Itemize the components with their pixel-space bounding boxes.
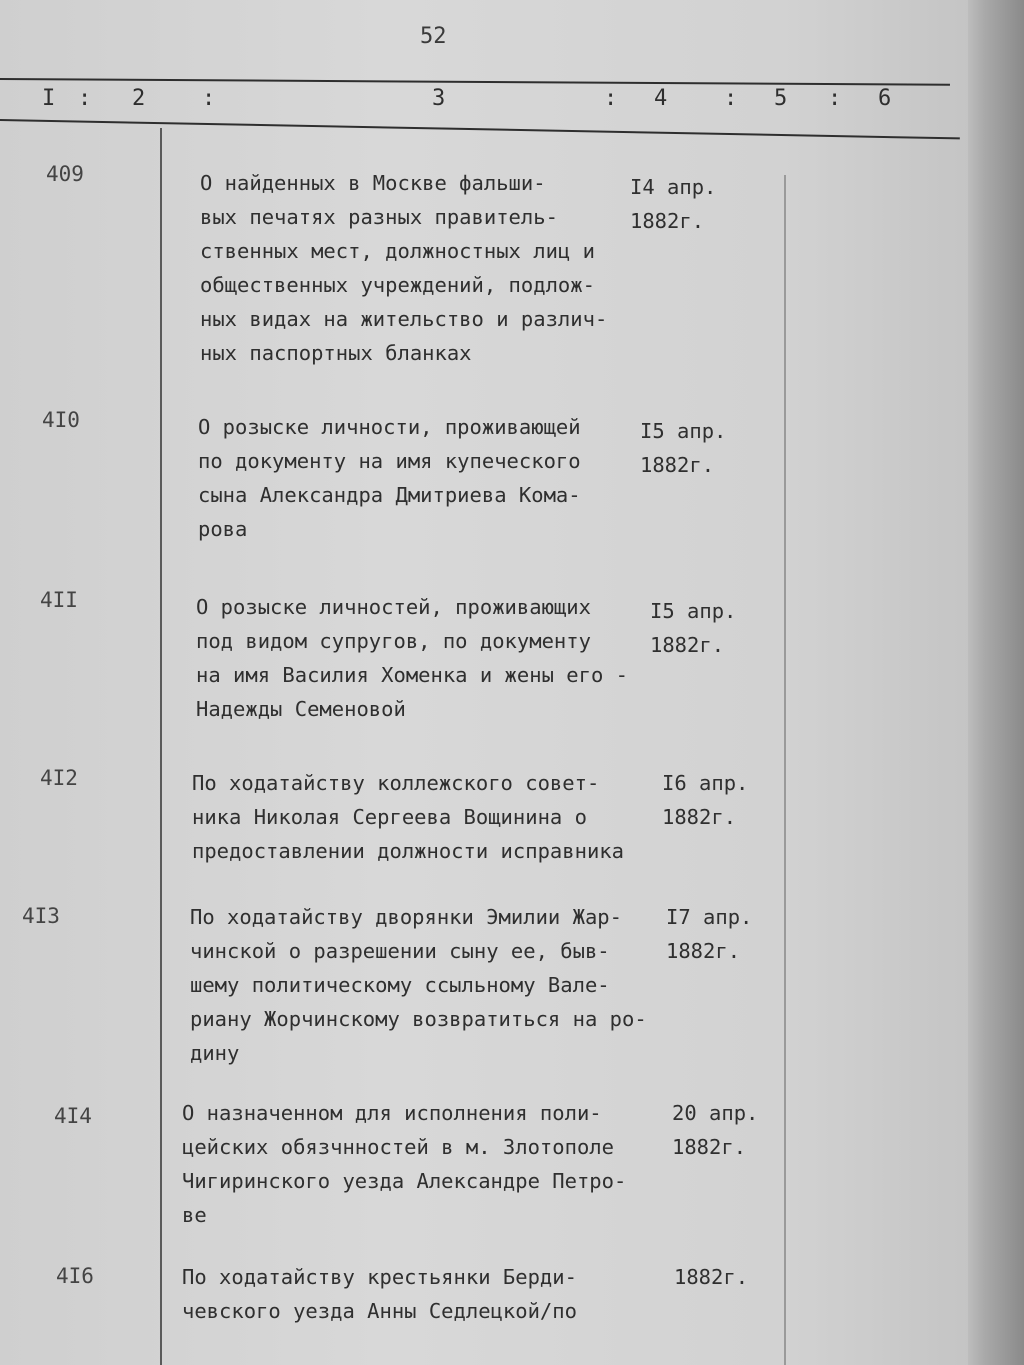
entry-line: на имя Василия Хоменка и жены его -: [196, 663, 628, 687]
entry-line: ственных мест, должностных лиц и: [200, 239, 595, 263]
entry-line: О найденных в Москве фальши-: [200, 171, 546, 195]
entry-line: вых печатях разных правитель-: [200, 205, 558, 229]
entry-date: [674, 1260, 748, 1294]
entry-date-day: I6 апр.: [662, 771, 749, 795]
entry-date-year: 1882г.: [672, 1135, 747, 1159]
column-header-5: 5: [774, 86, 788, 111]
entry-date-day: I4 апр.: [630, 175, 717, 199]
entry-line: ных видах на жительство и различ-: [200, 307, 608, 331]
entry-description: [182, 1096, 626, 1232]
entry-number: 4I3: [22, 904, 60, 928]
page-edge-shadow: [968, 0, 1024, 1365]
entry-number: 4II: [40, 588, 78, 612]
entry-line: предоставлении должности исправника: [192, 839, 624, 863]
entry-line: О назначенном для исполнения поли-: [182, 1101, 602, 1125]
entry-date-year: 1882г.: [674, 1265, 749, 1289]
column-divider-left: [160, 128, 162, 1365]
page-number: 52: [420, 24, 447, 49]
entry-line: чевского уезда Анны Седлецкой/по: [182, 1299, 577, 1323]
header-top-rule: [0, 78, 950, 86]
entry-date: [666, 900, 752, 968]
entry-date: [662, 766, 748, 834]
entry-date-year: 1882г.: [630, 209, 705, 233]
entry-date-year: 1882г.: [640, 453, 715, 477]
entry-description: [196, 590, 628, 726]
column-header-4: 4: [654, 86, 668, 111]
entry-line: шему политическому ссыльному Вале-: [190, 973, 610, 997]
entry-date-year: 1882г.: [662, 805, 737, 829]
entry-line: ве: [182, 1203, 207, 1227]
entry-line: цейских обязчнностей в м. Злотополе: [182, 1135, 614, 1159]
entry-date-year: 1882г.: [650, 633, 725, 657]
column-separator: :: [78, 86, 92, 111]
entry-line: риану Жорчинскому возвратиться на ро-: [190, 1007, 647, 1031]
entry-number: 4I6: [56, 1264, 94, 1288]
entry-date-year: 1882г.: [666, 939, 741, 963]
entry-line: По ходатайству крестьянки Берди-: [182, 1265, 577, 1289]
entry-date-day: I5 апр.: [650, 599, 737, 623]
entry-number: 4I2: [40, 766, 78, 790]
entry-line: ника Николая Сергеева Вощинина о: [192, 805, 587, 829]
entry-line: рова: [198, 517, 248, 541]
column-separator: :: [828, 86, 842, 111]
header-bottom-rule: [0, 119, 960, 139]
entry-line: дину: [190, 1041, 240, 1065]
entry-line: ных паспортных бланках: [200, 341, 472, 365]
entry-description: [192, 766, 624, 868]
column-separator: :: [604, 86, 618, 111]
entry-line: сына Александра Дмитриева Кома-: [198, 483, 581, 507]
entry-line: общественных учреждений, подлож-: [200, 273, 595, 297]
column-header-2: 2: [132, 86, 146, 111]
column-separator: :: [724, 86, 738, 111]
column-divider-right: [784, 175, 786, 1365]
entry-number: 4I0: [42, 408, 80, 432]
entry-line: По ходатайству дворянки Эмилии Жар-: [190, 905, 622, 929]
entry-line: По ходатайству коллежского совет-: [192, 771, 600, 795]
entry-line: Надежды Семеновой: [196, 697, 406, 721]
entry-number: 4I4: [54, 1104, 92, 1128]
entry-date: [672, 1096, 758, 1164]
entry-date-day: 20 апр.: [672, 1101, 759, 1125]
entry-description: [200, 166, 607, 370]
column-header-6: 6: [878, 86, 892, 111]
column-header-3: 3: [432, 86, 446, 111]
column-header-1: I: [42, 86, 56, 111]
entry-line: О розыске личностей, проживающих: [196, 595, 591, 619]
entry-line: по документу на имя купеческого: [198, 449, 581, 473]
entry-date-day: I5 апр.: [640, 419, 727, 443]
entry-date-day: I7 апр.: [666, 905, 753, 929]
entry-description: [198, 410, 581, 546]
entry-description: [182, 1260, 577, 1328]
entry-description: [190, 900, 647, 1070]
entry-date: [650, 594, 736, 662]
entry-number: 409: [46, 162, 84, 186]
entry-line: под видом супругов, по документу: [196, 629, 591, 653]
entry-line: чинской о разрешении сыну ее, быв-: [190, 939, 610, 963]
column-separator: :: [202, 86, 216, 111]
entry-line: Чигиринского уезда Александре Петро-: [182, 1169, 627, 1193]
entry-line: О розыске личности, проживающей: [198, 415, 581, 439]
entry-date: [640, 414, 726, 482]
entry-date: [630, 170, 716, 238]
